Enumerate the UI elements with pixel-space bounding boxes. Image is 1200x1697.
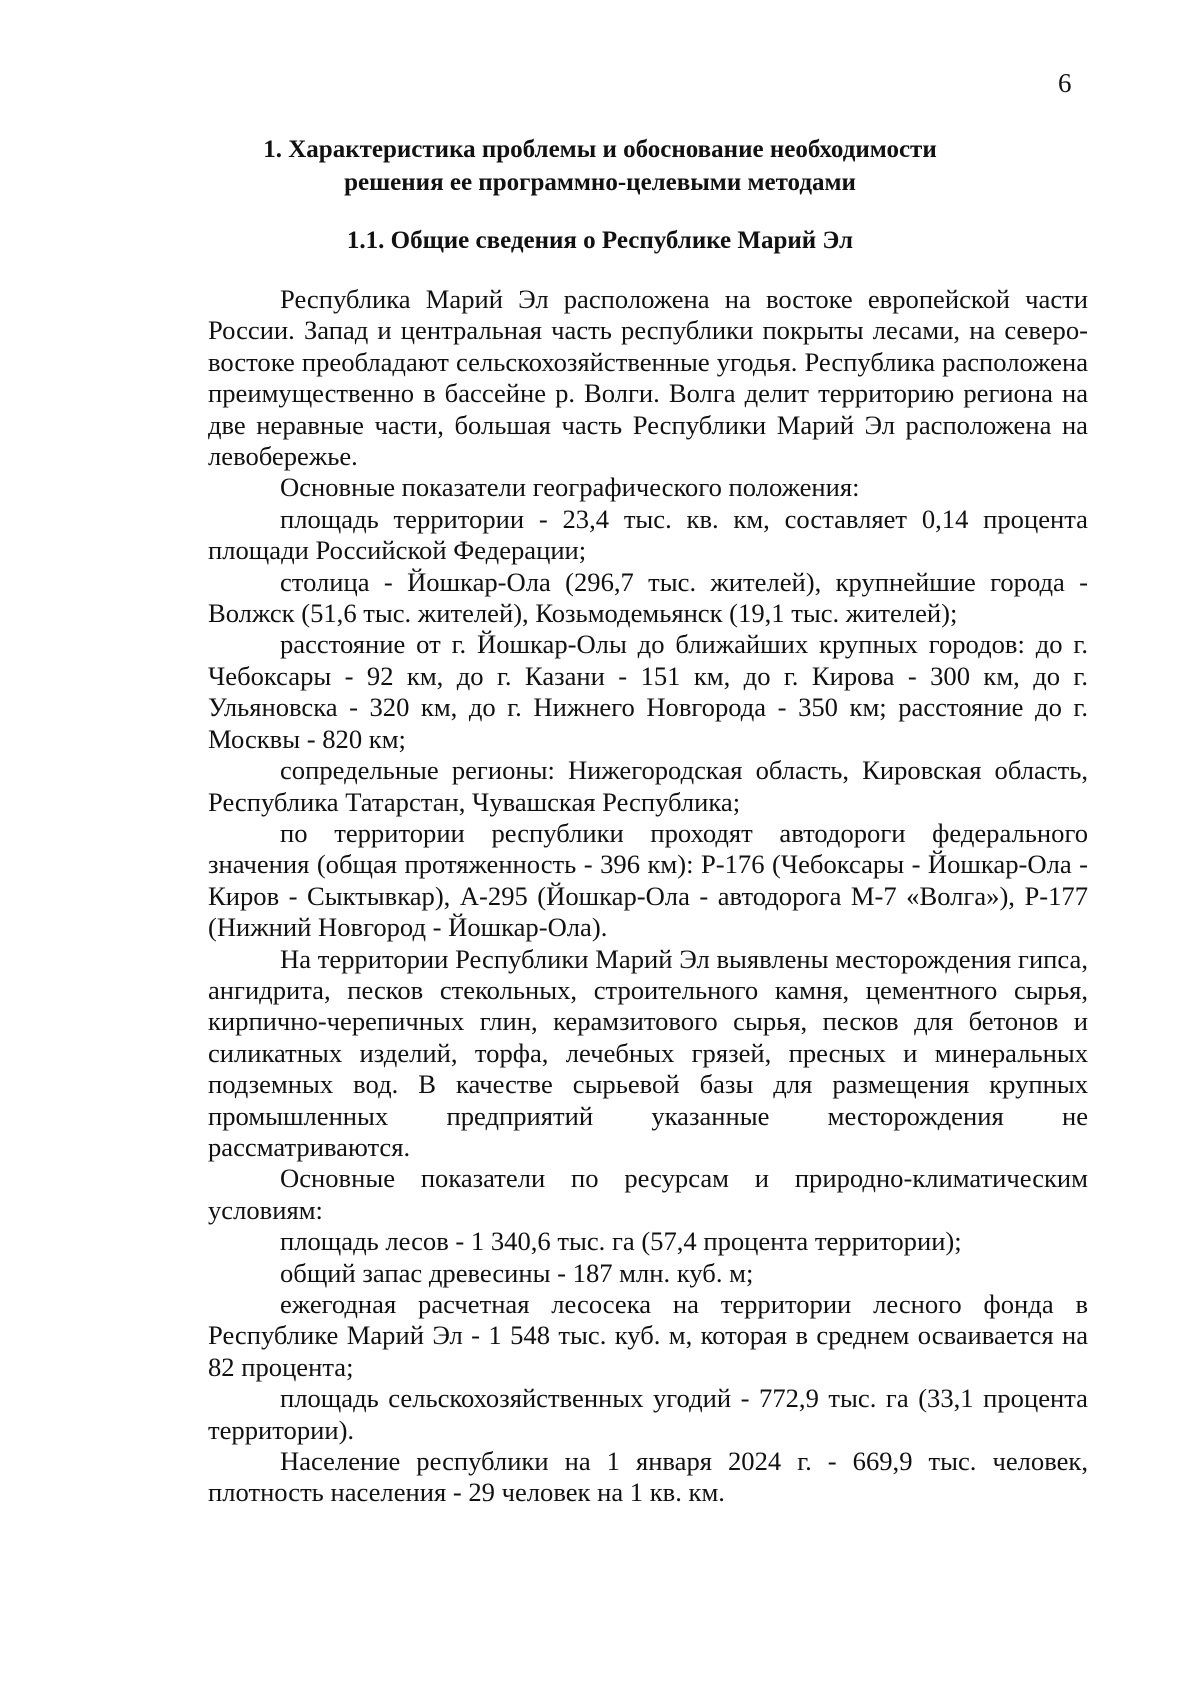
paragraph-mineral-deposits: На территории Республики Марий Эл выявлены месторождения гипса, ангидрита, песков стекольных, строительного камня, цементного сырья, кирпично-черепичных глин, керамзитового сырья, песков для бетонов и силикатных изделий, торфа, лечебных грязей, пресных и минеральных подземных вод. В качестве сырьевой базы для размещения крупных промышленных предприятий указанные месторождения не рассматриваются. bbox=[208, 943, 1088, 1162]
document-body bbox=[208, 284, 1088, 1509]
paragraph-capital: столица - Йошкар-Ола (296,7 тыс. жителей), крупнейшие города - Волжск (51,6 тыс. жителей), Козьмодемьянск (19,1 тыс. жителей); bbox=[208, 566, 1088, 629]
section-title bbox=[0, 133, 1200, 199]
subsection-title: 1.1. Общие сведения о Республике Марий Эл bbox=[346, 227, 854, 254]
paragraph-area: площадь территории - 23,4 тыс. кв. км, составляет 0,14 процента площади Российской Федерации; bbox=[208, 503, 1088, 566]
paragraph-population: Население республики на 1 января 2024 г. - 669,9 тыс. человек, плотность населения - 29 человек на 1 кв. км. bbox=[208, 1446, 1088, 1508]
paragraph-distances: расстояние от г. Йошкар-Олы до ближайших крупных городов: до г. Чебоксары - 92 км, до г. Казани - 151 км, до г. Кирова - 300 км, до г. Ульяновска - 320 км, до г. Нижнего Новгорода - 350 км; расстояние до г. Москвы - 820 км; bbox=[208, 629, 1088, 754]
paragraph-geo-indicators-heading: Основные показатели географического положения: bbox=[280, 472, 860, 503]
paragraph-location: Республика Марий Эл расположена на востоке европейской части России. Запад и центральная часть республики покрыты лесами, на северо-востоке преобладают сельскохозяйственные угодья. Республика расположена преимущественно в бассейне р. Волги. Волга делит территорию региона на две неравные части, большая часть Республики Марий Эл расположена на левобережье. bbox=[208, 284, 1088, 472]
paragraph-resource-indicators-heading: Основные показатели по ресурсам и природно-климатическим условиям: bbox=[208, 1163, 1088, 1225]
paragraph-agricultural-land: площадь сельскохозяйственных угодий - 772,9 тыс. га (33,1 процента территории). bbox=[208, 1383, 1088, 1445]
section-title-line-2: решения ее программно-целевыми методами bbox=[344, 169, 856, 196]
section-title-line-1: 1. Характеристика проблемы и обоснование необходимости bbox=[263, 136, 937, 163]
page-number: 6 bbox=[1058, 68, 1072, 98]
paragraph-federal-roads: по территории республики проходят автодороги федерального значения (общая протяженность - 396 км): Р-176 (Чебоксары - Йошкар-Ола - Киров - Сыктывкар), А-295 (Йошкар-Ола - автодорога М-7 «Волга»), Р-177 (Нижний Новгород - Йошкар-Ола). bbox=[208, 817, 1088, 943]
paragraph-forest-area: площадь лесов - 1 340,6 тыс. га (57,4 процента территории); bbox=[280, 1226, 962, 1257]
paragraph-neighbor-regions: сопредельные регионы: Нижегородская область, Кировская область, Республика Татарстан, Чувашская Республика; bbox=[208, 755, 1088, 817]
paragraph-annual-cutting: ежегодная расчетная лесосека на территории лесного фонда в Республике Марий Эл - 1 548 тыс. куб. м, которая в среднем осваивается на 82 процента; bbox=[208, 1289, 1088, 1382]
paragraph-timber-stock: общий запас древесины - 187 млн. куб. м; bbox=[280, 1257, 754, 1288]
